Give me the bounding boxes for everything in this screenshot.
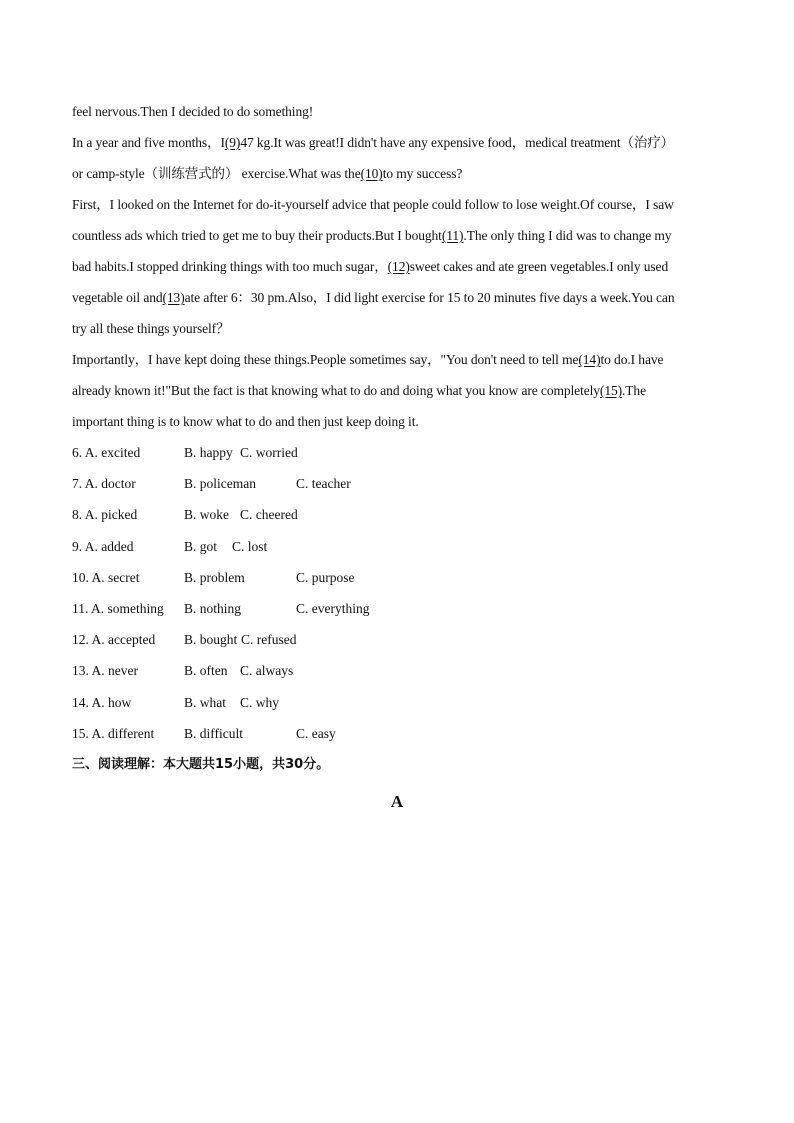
passage-text: .The: [622, 383, 646, 398]
passage-text: to my success?: [382, 166, 463, 181]
passage-text: countless ads which tried to get me to buy their products.But I bought: [72, 228, 442, 243]
option-b: B. policeman: [184, 476, 256, 492]
question-14-options: [72, 691, 722, 722]
passage-line: [72, 131, 722, 162]
passage-line: [72, 224, 722, 255]
option-c: C. always: [240, 663, 294, 679]
passage-text: sweet cakes and ate green vegetables.I only used: [409, 259, 669, 274]
passage-line: [72, 348, 722, 379]
option-a: 6. A. excited: [72, 445, 141, 460]
passage-line: [72, 100, 722, 131]
passage-text: ate after 6：30 pm.Also，I did light exercise for 15 to 20 minutes five days a week.You can: [184, 290, 675, 305]
option-b: B. what: [184, 694, 226, 710]
passage-text: 47 kg.It was great!I didn't have any expensive food，medical treatment（治疗）: [240, 135, 675, 150]
option-c: C. easy: [296, 725, 336, 741]
blank-11: (11): [441, 228, 464, 243]
passage-text: important thing is to know what to do and then just keep doing it.: [72, 414, 419, 429]
blank-13: (13): [162, 290, 185, 305]
passage-line: [72, 193, 722, 224]
option-a: 7. A. doctor: [72, 476, 136, 492]
section-heading-text: 三、阅读理解：本大题共: [72, 756, 216, 772]
option-b: B. difficult: [184, 725, 243, 741]
blank-14: (14): [578, 352, 601, 367]
section-heading: [72, 753, 722, 784]
passage-line: [72, 286, 722, 317]
passage-text: feel nervous.Then I decided to do something!: [72, 104, 314, 119]
passage-line: [72, 162, 722, 193]
question-6-options: [72, 441, 722, 472]
option-a: 15. A. different: [72, 725, 155, 741]
option-b: B. happy: [184, 445, 233, 460]
option-a: 14. A. how: [72, 694, 132, 710]
option-a: 8. A. picked: [72, 507, 138, 523]
question-count: 15: [215, 756, 234, 772]
question-12-options: [72, 628, 722, 659]
question-13-options: [72, 659, 722, 690]
option-a: 12. A. accepted: [72, 632, 156, 648]
passage-text: bad habits.I stopped drinking things with too much sugar，: [72, 259, 388, 274]
option-b: B. got: [184, 538, 218, 554]
option-a: 13. A. never: [72, 663, 138, 679]
question-11-options: [72, 597, 722, 628]
option-b: B. bought: [184, 632, 238, 648]
option-b: B. nothing: [184, 600, 242, 616]
passage-text: First，I looked on the Internet for do-it-yourself advice that people could follow to lose weight.Of course，I saw: [72, 197, 674, 212]
option-c: C. lost: [232, 538, 268, 554]
option-c: C. cheered: [240, 507, 298, 523]
score-total: 30: [285, 756, 304, 772]
passage-text: already known it!"But the fact is that knowing what to do and doing what you know are completely: [72, 383, 600, 398]
passage-line: [72, 410, 722, 441]
option-c: C. everything: [296, 600, 370, 616]
passage-text: or camp-style（训练营式的） exercise.What was the: [72, 166, 361, 181]
passage-text: .The only thing I did was to change my: [463, 228, 672, 243]
question-15-options: [72, 722, 722, 753]
option-a: 10. A. secret: [72, 569, 140, 585]
section-heading-text: 小题，共: [233, 756, 286, 772]
option-b: B. woke: [184, 507, 229, 523]
blank-9: (9): [224, 135, 241, 150]
option-c: C. purpose: [296, 569, 355, 585]
passage-text: try all these things yourself？: [72, 321, 230, 336]
blank-10: (10): [360, 166, 383, 181]
passage-text: Importantly，I have kept doing these things.People sometimes say，"You don't need to tell me: [72, 352, 579, 367]
passage-line: [72, 317, 722, 348]
passage-text: to do.I have: [600, 352, 664, 367]
passage-line: [72, 255, 722, 286]
option-c: C. why: [240, 694, 280, 710]
passage-line: [72, 379, 722, 410]
question-9-options: [72, 535, 722, 566]
passage-text: In a year and five months，I: [72, 135, 225, 150]
option-c: C. teacher: [296, 476, 351, 492]
question-8-options: [72, 503, 722, 534]
passage-text: vegetable oil and: [72, 290, 163, 305]
question-10-options: [72, 566, 722, 597]
option-b: B. problem: [184, 569, 245, 585]
option-a: 11. A. something: [72, 600, 164, 616]
answer-options: [72, 441, 722, 753]
option-b: B. often: [184, 663, 228, 679]
section-heading-text: 分。: [303, 756, 330, 772]
passage-subheading: A: [390, 792, 404, 811]
blank-12: (12): [387, 259, 410, 274]
option-a: 9. A. added: [72, 538, 134, 554]
question-7-options: [72, 472, 722, 503]
option-c: C. worried: [240, 445, 298, 460]
document-page: [72, 100, 722, 784]
blank-15: (15): [599, 383, 623, 398]
option-c: C. refused: [241, 632, 297, 648]
